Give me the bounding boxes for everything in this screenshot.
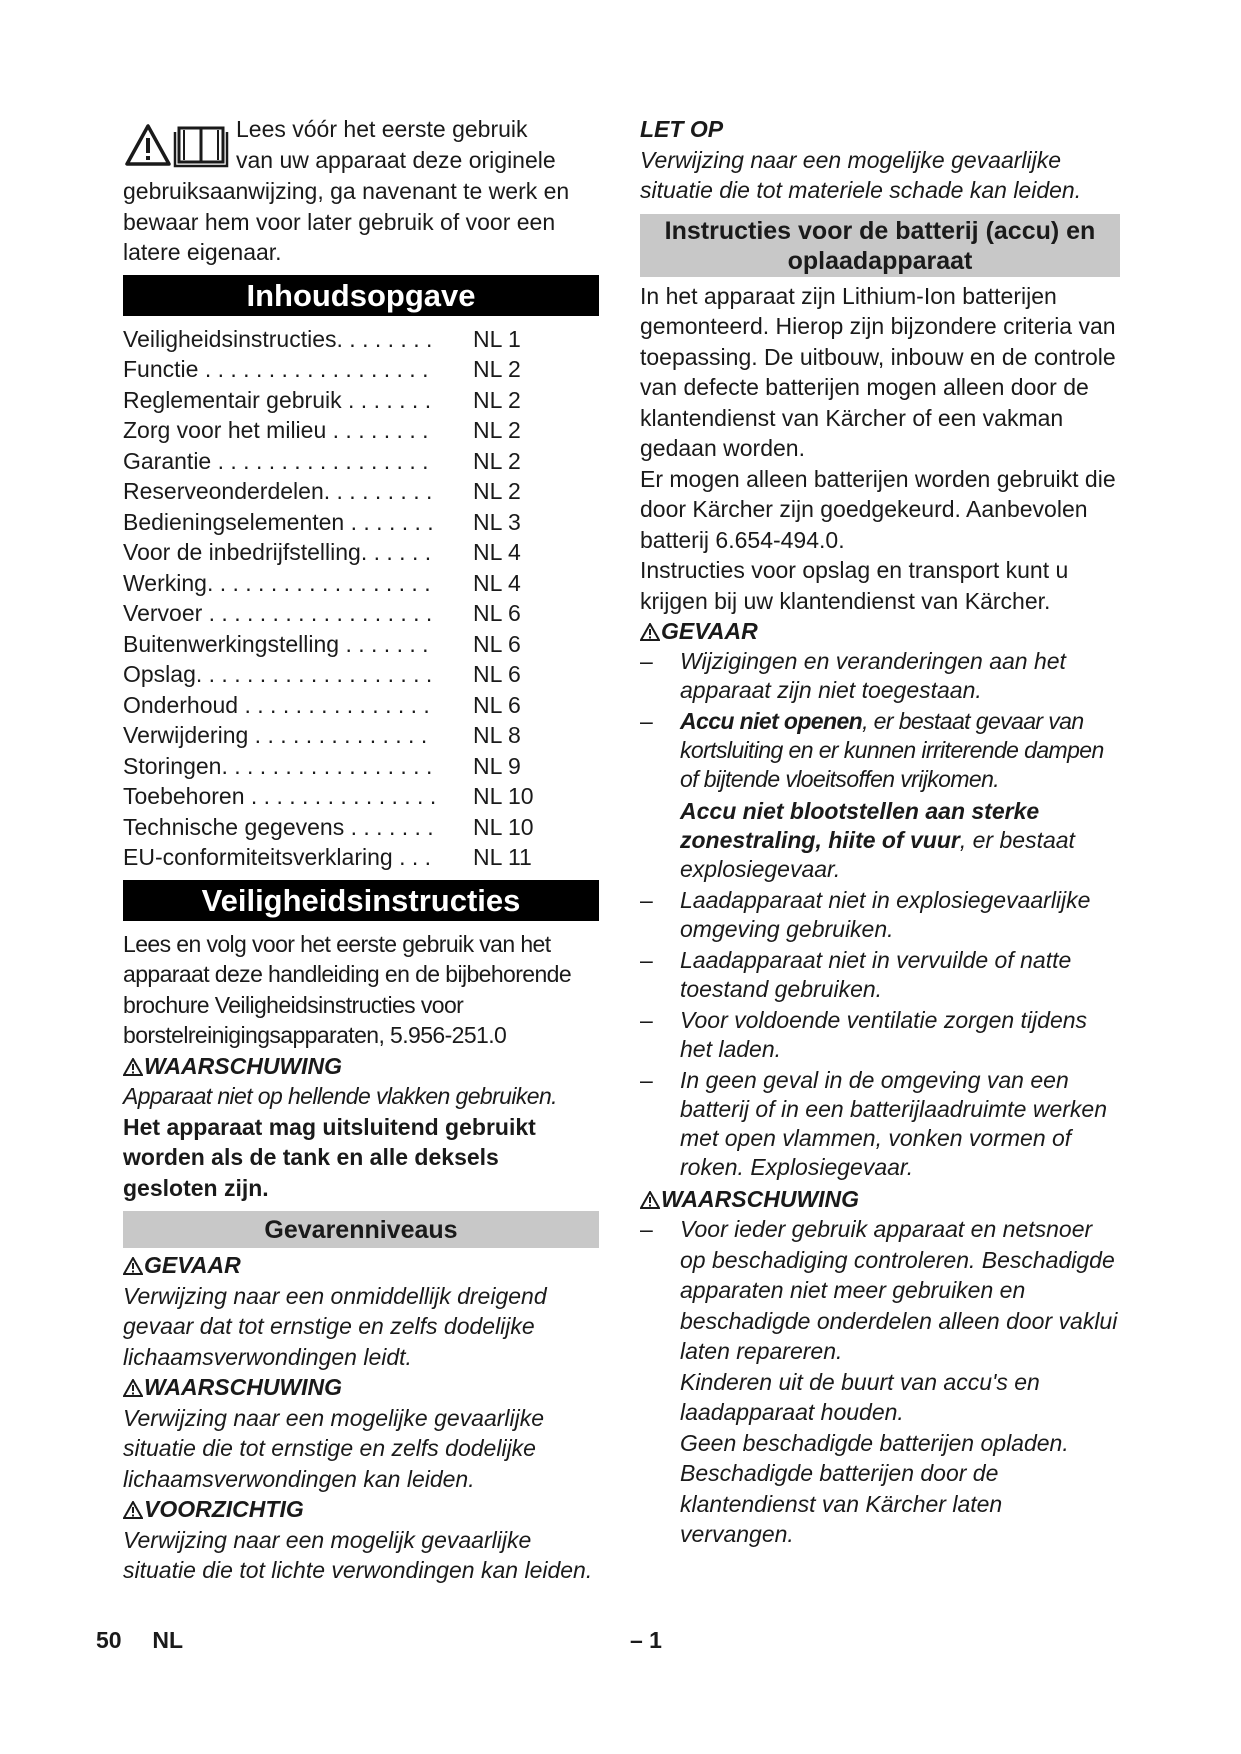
list-item-text: Geen beschadigde batterijen opladen. xyxy=(680,1429,1069,1456)
toc-item[interactable] xyxy=(123,629,599,660)
footer-language: NL xyxy=(152,1627,184,1653)
caution-label xyxy=(123,1494,599,1525)
warning-triangle-book-icon xyxy=(123,116,231,174)
toc-item[interactable] xyxy=(123,720,599,751)
toc-item[interactable] xyxy=(123,690,599,721)
list-item-text: , er bestaat explosiegevaar. xyxy=(680,826,1075,882)
list-item-bold: Accu niet openen xyxy=(680,707,863,734)
danger-label xyxy=(123,1250,599,1281)
warning-manual-icons xyxy=(123,116,233,176)
list-item-text: Voor voldoende ventilatie zorgen tijdens het laden. xyxy=(680,1006,1088,1062)
toc-heading: Inhoudsopgave xyxy=(123,275,599,316)
warning-triangle-icon xyxy=(123,1058,143,1076)
toc-dots: . . . . . . . xyxy=(341,386,432,413)
intro-line-1: Lees vóór het eerste gebruik xyxy=(236,116,528,142)
toc-item[interactable] xyxy=(123,598,599,629)
toc-page: NL 4 xyxy=(473,569,521,596)
toc-title: Vervoer xyxy=(123,600,203,626)
warning-text: Verwijzing naar een mogelijke gevaarlijke situatie die tot ernstige en zelfs dodelijke lichaamsverwondingen kan leiden. xyxy=(123,1404,545,1492)
warning-triangle-icon xyxy=(640,1191,660,1209)
battery-heading: Instructies voor de batterij (accu) en oplaadapparaat xyxy=(640,214,1120,277)
toc-title: Reglementair gebruik xyxy=(123,386,342,413)
list-item-text: Beschadigde batterijen door de klantendienst van Kärcher laten vervangen. xyxy=(680,1460,1003,1547)
toc-item[interactable] xyxy=(123,842,599,873)
battery-danger-label xyxy=(640,616,1120,647)
toc-item[interactable] xyxy=(123,446,599,477)
safety-warning-label xyxy=(123,1051,599,1082)
toc-dots: . . . . . . . . . . . . . . . xyxy=(244,783,437,809)
toc-page: NL 1 xyxy=(473,325,521,352)
toc-title: Reserveonderdelen xyxy=(123,478,324,504)
intro-notice xyxy=(123,114,599,268)
toc-dots: . . . . . . . . . . . . . . . . . . xyxy=(206,569,431,596)
toc-item[interactable] xyxy=(123,354,599,385)
battery-para-1: In het apparaat zijn Lithium-Ion batterijen gemonteerd. Hierop zijn bijzondere criteria van toepassing. De uitbouw, inbouw en de controle van defecte batterijen mogen alleen door de klantendienst van Kärcher of een vakman gedaan worden. xyxy=(640,282,1116,461)
toc-page: NL 6 xyxy=(473,600,521,626)
toc-page: NL 11 xyxy=(473,844,532,870)
warning-triangle-icon xyxy=(640,623,660,641)
toc-page: NL 2 xyxy=(473,386,521,413)
toc-item[interactable] xyxy=(123,568,599,599)
list-item-text: Wijzigingen en veranderingen aan het apparaat zijn niet toegestaan. xyxy=(680,647,1066,703)
toc-list xyxy=(123,324,599,873)
list-item: – In geen geval in de omgeving van een batterij of in een batterijlaadruimte werken met open vlammen, vonken vormen of roken. Explosiegevaar. xyxy=(640,1066,1108,1180)
toc-page: NL 2 xyxy=(473,478,521,504)
list-item: – Laadapparaat niet in explosiegevaarlijke omgeving gebruiken. xyxy=(640,886,1091,942)
safety-intro: Lees en volg voor het eerste gebruik van het apparaat deze handleiding en de bijbehorende brochure Veiligheidsinstructies voor borstelreinigingsapparaten, 5.956-251.0 xyxy=(123,930,572,1048)
list-item: – Laadapparaat niet in vervuilde of natte toestand gebruiken. xyxy=(640,946,1072,1002)
safety-heading: Veiligheidsinstructies xyxy=(123,880,599,921)
toc-title: Werking xyxy=(123,569,207,596)
intro-rest: gebruiksaanwijzing, ga navenant te werk en bewaar hem voor later gebruik of voor een latere eigenaar. xyxy=(123,178,570,265)
toc-dots: . . . . . . . . . . . . . . . xyxy=(238,691,430,718)
caution-label-text: VOORZICHTIG xyxy=(144,1496,304,1522)
toc-item[interactable] xyxy=(123,385,599,416)
toc-dots: . . . . . . . xyxy=(339,630,429,657)
list-item: – Voor ieder gebruik apparaat en netsnoer op beschadiging controleren. Beschadigde apparaten niet meer gebruiken en beschadigde onderdelen alleen door vaklui laten repareren. Kinderen uit de buurt van accu's en laadapparaat houden. Geen beschadigde batterijen opladen. Beschadigde batterijen door de klantendienst van Kärcher laten vervangen. xyxy=(640,1214,1120,1550)
toc-title: Veiligheidsinstructies xyxy=(123,325,337,352)
toc-dots: . . . . . . xyxy=(360,539,432,565)
safety-warning-text: Apparaat niet op hellende vlakken gebruiken. xyxy=(123,1083,557,1109)
toc-page: NL 9 xyxy=(473,752,521,779)
toc-title: Onderhoud xyxy=(123,691,239,718)
warning-label xyxy=(123,1372,599,1403)
toc-item[interactable] xyxy=(123,507,599,538)
battery-warning-label xyxy=(640,1184,1120,1215)
toc-page: NL 2 xyxy=(473,417,521,443)
battery-warning-label-text: WAARSCHUWING xyxy=(661,1185,860,1212)
footer-page-info xyxy=(96,1627,183,1654)
footer-page-ref: – 1 xyxy=(630,1627,662,1653)
toc-page: NL 6 xyxy=(473,661,521,687)
toc-dots: . . . . . . . . . . . . . . . . . xyxy=(221,752,433,779)
toc-item[interactable] xyxy=(123,812,599,843)
note-text: Verwijzing naar een mogelijke gevaarlijke situatie die tot materiele schade kan leiden. xyxy=(640,146,1082,203)
toc-dots: . . . . . . . . . . . . . . xyxy=(248,722,428,748)
toc-page: NL 6 xyxy=(473,691,521,718)
toc-dots: . . . xyxy=(392,844,432,870)
toc-page: NL 10 xyxy=(473,813,534,840)
toc-dots: . . . . . . . . . xyxy=(323,478,433,504)
toc-title: Opslag xyxy=(123,661,196,687)
toc-item[interactable] xyxy=(123,751,599,782)
warning-label-text: WAARSCHUWING xyxy=(144,1374,343,1400)
battery-para-2: Er mogen alleen batterijen worden gebruikt die door Kärcher zijn goedgekeurd. Aanbevolen batterij 6.654-494.0. xyxy=(640,465,1116,553)
toc-page: NL 2 xyxy=(473,356,521,382)
safety-warning-text-label: WAARSCHUWING xyxy=(144,1052,343,1079)
toc-page: NL 8 xyxy=(473,722,521,748)
toc-dots: . . . . . . . . xyxy=(326,417,429,443)
toc-item[interactable] xyxy=(123,324,599,355)
toc-dots: . . . . . . . xyxy=(344,813,434,840)
list-item-text: Laadapparaat niet in vervuilde of natte toestand gebruiken. xyxy=(680,946,1072,1002)
toc-item[interactable] xyxy=(123,781,599,812)
note-label: LET OP xyxy=(640,116,724,142)
toc-title: Bedieningselementen xyxy=(123,508,345,535)
toc-page: NL 2 xyxy=(473,447,521,474)
toc-dots: . . . . . . . . . . . . . . . . . . xyxy=(198,356,429,382)
toc-title: Voor de inbedrijfstelling xyxy=(123,539,361,565)
toc-title: Garantie xyxy=(123,447,212,474)
toc-dots: . . . . . . . xyxy=(344,508,434,535)
list-item-text: In geen geval in de omgeving van een batterij of in een batterijlaadruimte werken met open vlammen, vonken vormen of roken. Explosiegevaar. xyxy=(680,1066,1108,1180)
toc-title: Functie xyxy=(123,356,199,382)
danger-label-text: GEVAAR xyxy=(144,1252,241,1278)
toc-title: Buitenwerkingstelling xyxy=(123,630,340,657)
battery-danger-label-text: GEVAAR xyxy=(661,618,758,644)
list-item: – Accu niet openen, er bestaat gevaar van kortsluiting en er kunnen irriterende dampen of bijtende vloeitsoffen vrijkomen. Accu niet blootstellen aan sterke zonestraling, hiite of vuur, er bestaat explosiegevaar. xyxy=(640,707,1104,882)
toc-dots: . . . . . . . . . . . . . . . . . . . xyxy=(195,661,433,687)
toc-item[interactable] xyxy=(123,659,599,690)
toc-dots: . . . . . . . . . . . . . . . . . . xyxy=(202,600,433,626)
safety-bold-text: Het apparaat mag uitsluitend gebruikt worden als de tank en alle deksels gesloten zijn. xyxy=(123,1113,536,1201)
toc-dots: . . . . . . . . . . . . . . . . . xyxy=(211,447,429,474)
right-column xyxy=(640,114,1120,1550)
battery-para-3: Instructies voor opslag en transport kunt u krijgen bij uw klantendienst van Kärcher. xyxy=(640,557,1069,614)
list-item: – Wijzigingen en veranderingen aan het apparaat zijn niet toegestaan. xyxy=(640,647,1066,703)
list-item-text: Voor ieder gebruik apparaat en netsnoer op beschadiging controleren. Beschadigde apparaten niet meer gebruiken en beschadigde onderdelen alleen door vaklui laten repareren. xyxy=(680,1216,1118,1364)
danger-text: Verwijzing naar een onmiddellijk dreigend gevaar dat tot ernstige en zelfs dodelijke lichaamsverwondingen leidt. xyxy=(123,1282,547,1370)
footer-page-number: 50 xyxy=(96,1627,122,1653)
list-item-bold: Accu niet blootstellen aan sterke zonestraling, hiite of vuur xyxy=(680,797,1040,853)
toc-title: Toebehoren xyxy=(123,783,245,809)
list-item-text: , er bestaat gevaar van kortsluiting en er kunnen irriterende dampen of bijtende vloeitsoffen vrijkomen. xyxy=(680,707,1104,792)
warning-triangle-icon xyxy=(123,1501,143,1519)
list-item-text: Laadapparaat niet in explosiegevaarlijke omgeving gebruiken. xyxy=(680,886,1091,942)
toc-item[interactable] xyxy=(123,537,599,568)
left-column xyxy=(123,114,599,1586)
intro-line-2: van uw apparaat deze originele xyxy=(236,146,556,173)
list-item-text: Kinderen uit de buurt van accu's en laadapparaat houden. xyxy=(680,1368,1040,1425)
toc-item[interactable] xyxy=(123,415,599,446)
toc-page: NL 10 xyxy=(473,783,534,809)
hazard-levels-heading: Gevarenniveaus xyxy=(123,1211,599,1248)
toc-title: Zorg voor het milieu xyxy=(123,417,327,443)
warning-triangle-icon xyxy=(123,1257,143,1275)
caution-text: Verwijzing naar een mogelijk gevaarlijke situatie die tot lichte verwondingen kan leiden. xyxy=(123,1526,593,1583)
toc-title: Storingen xyxy=(123,752,222,779)
toc-dots: . . . . . . . . xyxy=(336,325,433,352)
toc-page: NL 4 xyxy=(473,539,521,565)
toc-title: Technische gegevens xyxy=(123,813,345,840)
warning-triangle-icon xyxy=(123,1379,143,1397)
toc-item[interactable] xyxy=(123,476,599,507)
toc-page: NL 6 xyxy=(473,630,521,657)
toc-title: Verwijdering xyxy=(123,722,249,748)
toc-title: EU-conformiteitsverklaring xyxy=(123,844,393,870)
toc-page: NL 3 xyxy=(473,508,521,535)
list-item: – Voor voldoende ventilatie zorgen tijdens het laden. xyxy=(640,1006,1088,1062)
